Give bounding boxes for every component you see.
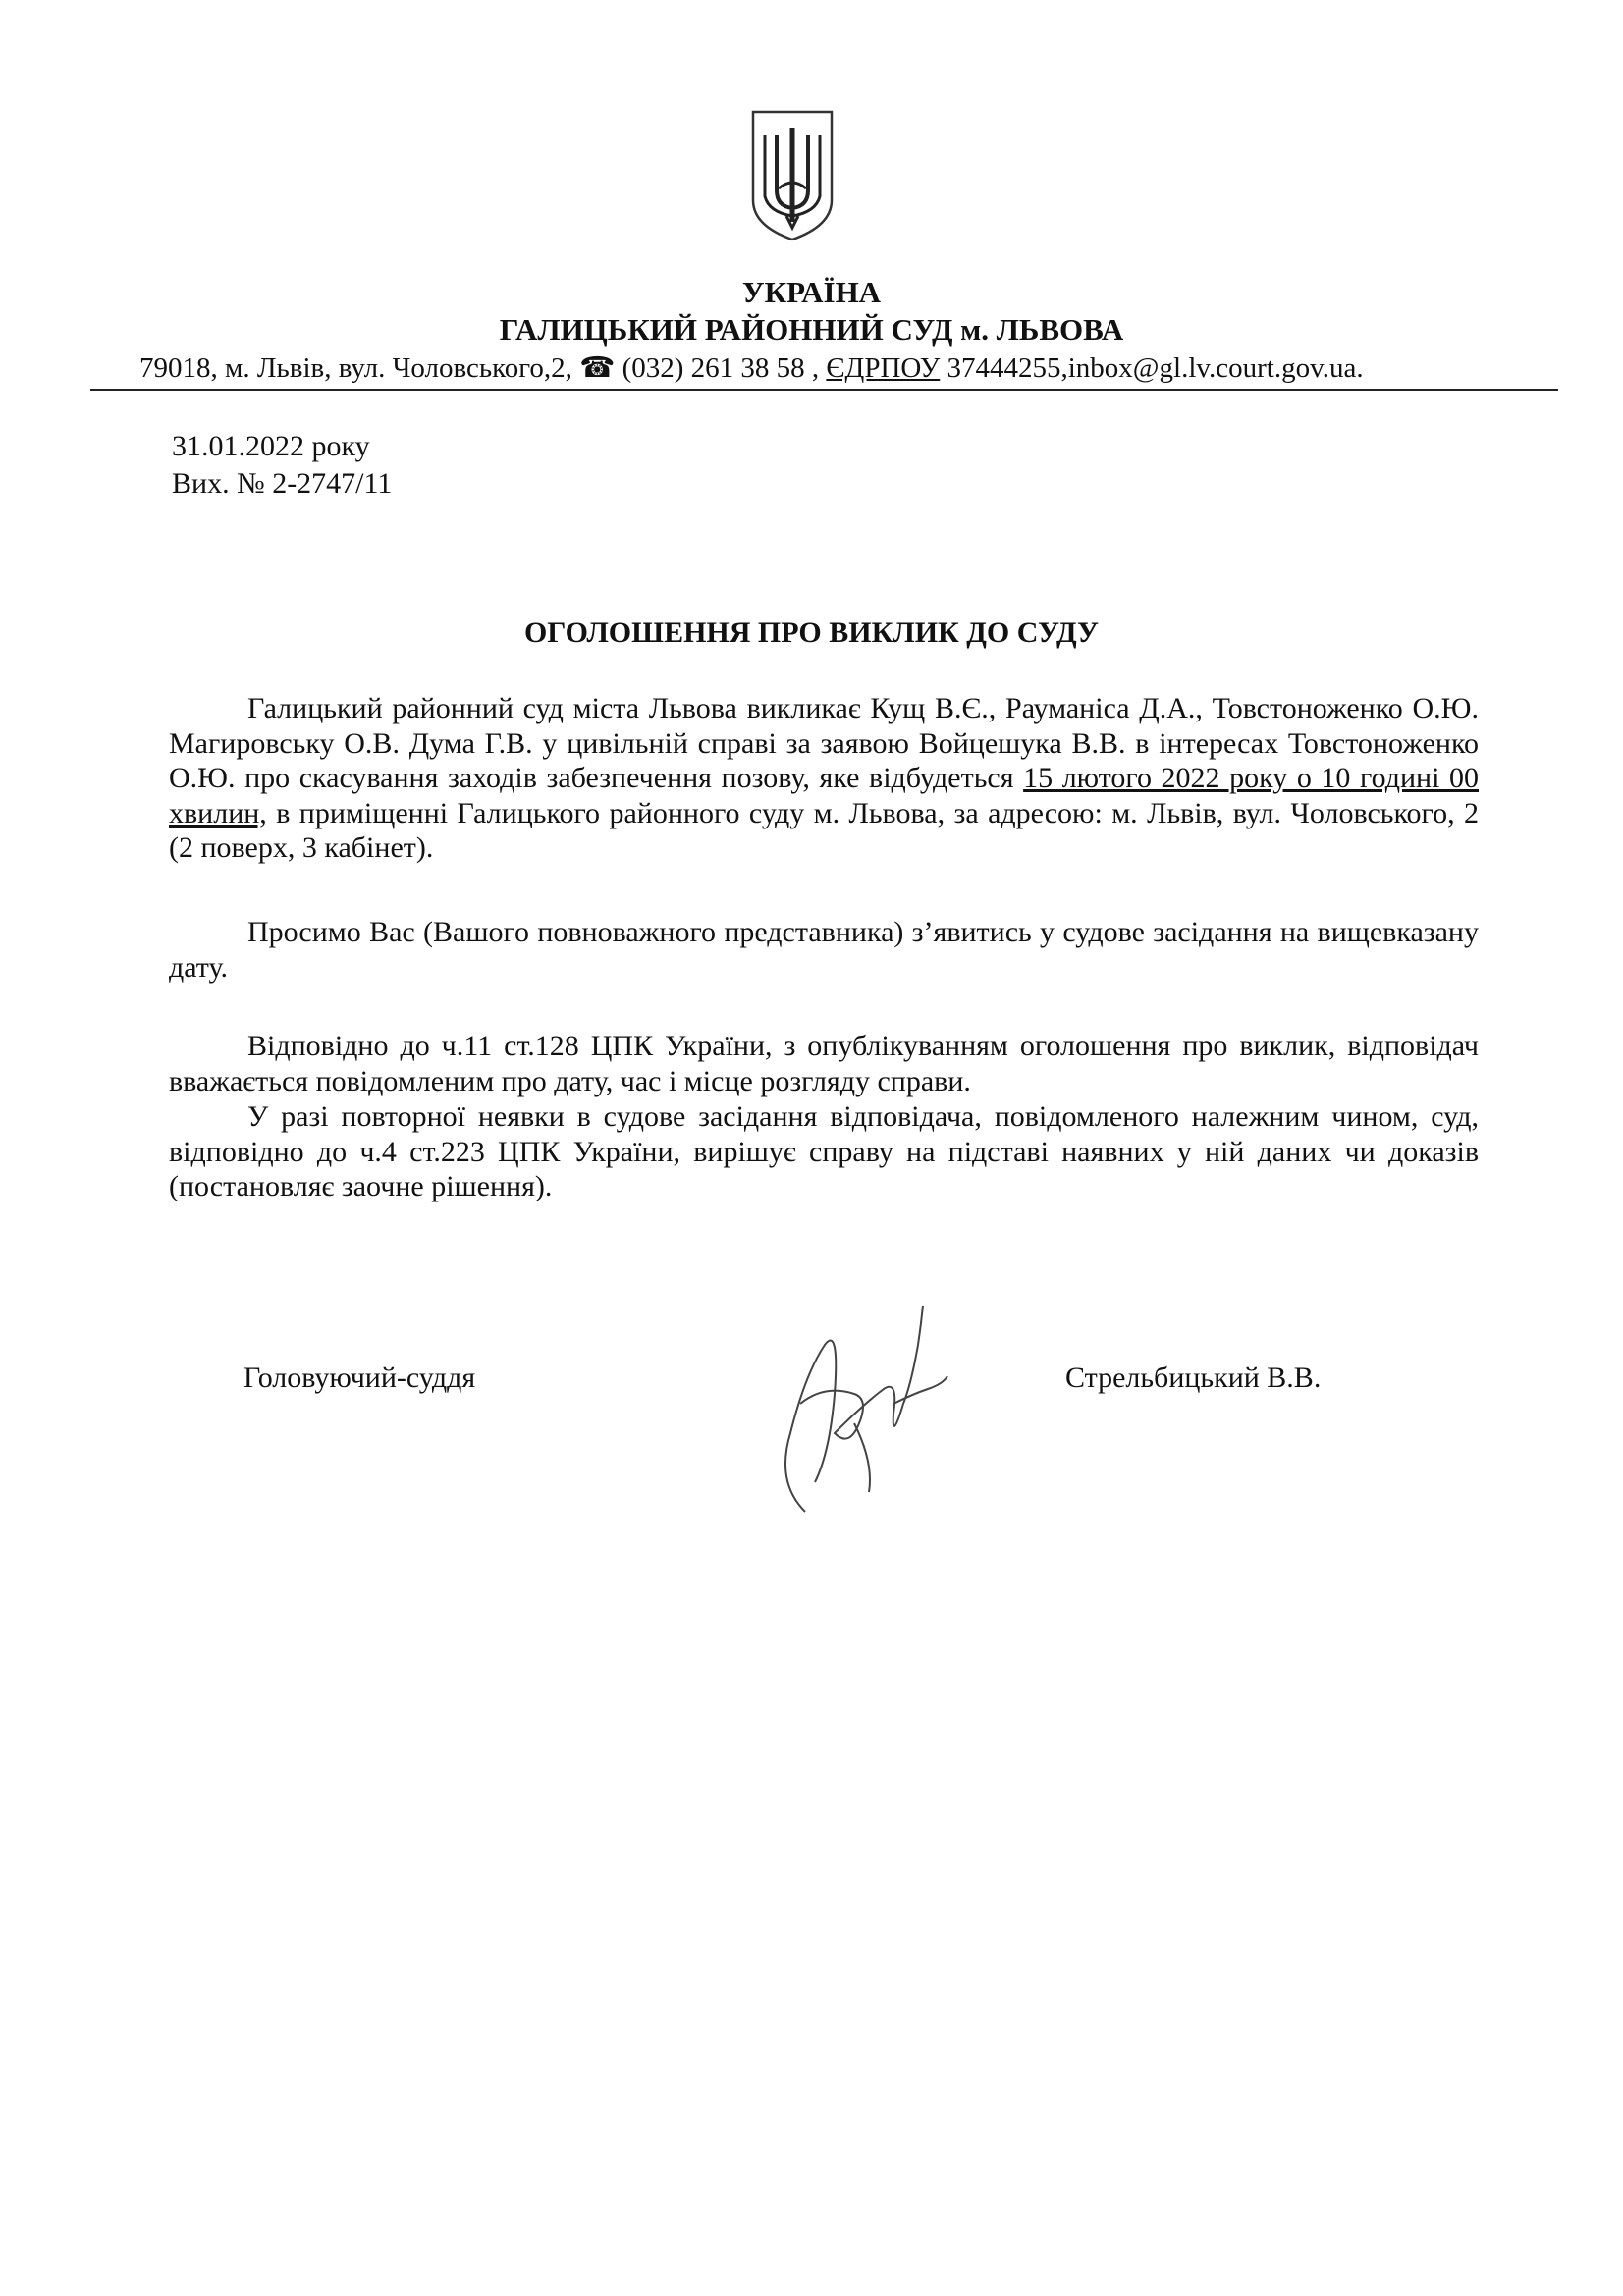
body-paragraph-absence: У разі повторної неявки в судове засідання відповідача, повідомленого належним чином, суд, відповідно до ч.4 ст.223 ЦПК України, вирішує справу на підставі наявних у ній даних чи доказів (постановляє заочне рішення).	[169, 1100, 1479, 1202]
outgoing-number: Вих. № 2-2747/11	[172, 467, 393, 500]
hearing-datetime: 15 лютого 2022 року о 10 годині 00 хвилин,	[169, 762, 1480, 829]
edrpou-label: ЄДРПОУ	[826, 352, 941, 384]
signatory-role: Головуючий-суддя	[243, 1362, 476, 1394]
judge-name: Стрельбицький В.В.	[1065, 1362, 1322, 1394]
address-text: 79018, м. Львів, вул. Чоловського,2,	[139, 352, 572, 384]
telephone-icon: ☎	[579, 352, 616, 384]
summons-text-end: в приміщенні Галицького районного суду м. Львова, за адресою: м. Львів, вул. Чоловського, 2 (2 поверх, 3 кабінет).	[169, 796, 1479, 864]
handwritten-signature	[746, 1286, 972, 1531]
edrpou-and-email: 37444255,inbox@gl.lv.court.gov.ua.	[947, 352, 1364, 384]
body-paragraph-summons	[169, 691, 1479, 866]
summons-text-start: Галицький районний суд міста Львова викликає Кущ В.Є., Рауманіса Д.А., Товстоноженко О.Ю. Магировську О.В. Дума Г.В. у цивільній справі за заявою Войцешука В.В. в інтересах Товстоноженко О.Ю. про скасування заходів забезпечення позову, яке відбудеться	[169, 692, 1479, 794]
coat-of-arms-icon	[747, 106, 838, 243]
body-paragraph-notice: Відповідно до ч.11 ст.128 ЦПК України, з опублікуванням оголошення про виклик, відповідач вважається повідомленим про дату, час і місце розгляду справи.	[169, 1030, 1479, 1097]
document-date: 31.01.2022 року	[172, 430, 370, 462]
body-paragraph-request: Просимо Вас (Вашого повноважного представника) з’явитись у судове засідання на вищевказану дату.	[169, 916, 1479, 984]
document-title: ОГОЛОШЕННЯ ПРО ВИКЛИК ДО СУДУ	[523, 616, 1100, 649]
court-name-heading: ГАЛИЦЬКИЙ РАЙОННИЙ СУД м. ЛЬВОВА	[499, 312, 1124, 347]
court-address-line	[139, 350, 1543, 385]
phone-number: (032) 261 38 58 ,	[622, 352, 820, 384]
header-divider	[90, 389, 1558, 391]
country-heading: УКРАЇНА	[741, 275, 882, 309]
